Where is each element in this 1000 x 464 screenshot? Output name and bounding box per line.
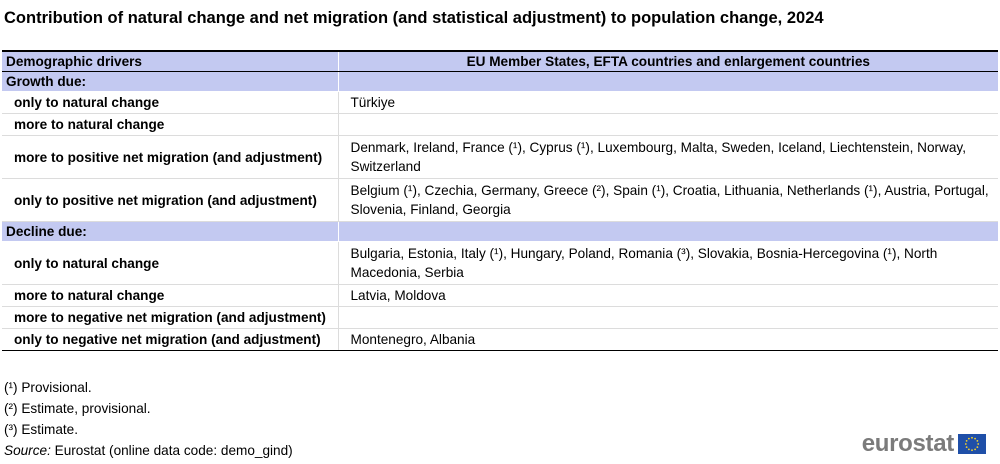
eu-star: [974, 438, 976, 440]
footnotes: [4, 377, 293, 461]
eu-star: [974, 448, 976, 450]
eu-star: [976, 446, 978, 448]
eu-star: [971, 437, 973, 439]
driver-label: only to natural change: [2, 242, 338, 285]
driver-label: more to negative net migration (and adjustment): [2, 307, 338, 329]
driver-label: only to negative net migration (and adjustment): [2, 329, 338, 351]
eu-star: [977, 443, 979, 445]
countries-cell: Latvia, Moldova: [338, 285, 998, 307]
countries-cell: Bulgaria, Estonia, Italy (¹), Hungary, Poland, Romania (³), Slovakia, Bosnia-Hercegovina (¹), North Macedonia, Serbia: [338, 242, 998, 285]
eurostat-logo: [862, 430, 986, 458]
eu-star: [976, 440, 978, 442]
footnote: (³) Estimate.: [4, 422, 79, 437]
source-label: Source:: [4, 443, 51, 458]
eu-star: [965, 443, 967, 445]
driver-label: more to natural change: [2, 285, 338, 307]
eu-star: [968, 448, 970, 450]
source-line: [4, 440, 293, 461]
footnote: (¹) Provisional.: [4, 380, 92, 395]
countries-cell: [338, 114, 998, 136]
section-empty-cell: [338, 72, 998, 92]
table-row: [2, 329, 998, 351]
table-row: [2, 285, 998, 307]
footnote: (²) Estimate, provisional.: [4, 401, 151, 416]
source-text: Eurostat (online data code: demo_gind): [50, 443, 293, 458]
driver-label: more to natural change: [2, 114, 338, 136]
driver-label: only to positive net migration (and adjustment): [2, 179, 338, 222]
eu-star: [971, 449, 973, 451]
section-label: Growth due:: [2, 72, 338, 92]
demographic-drivers-table: [2, 50, 998, 351]
section-header-decline: [2, 222, 998, 242]
section-empty-cell: [338, 222, 998, 242]
countries-cell: Türkiye: [338, 92, 998, 114]
eu-flag-icon: [958, 434, 986, 454]
eu-star: [968, 438, 970, 440]
table-row: [2, 307, 998, 329]
column-header-drivers: Demographic drivers: [2, 51, 338, 72]
table-row: [2, 242, 998, 285]
column-header-countries: EU Member States, EFTA countries and enlargement countries: [338, 51, 998, 72]
section-label: Decline due:: [2, 222, 338, 242]
page-title: Contribution of natural change and net migration (and statistical adjustment) to population change, 2024: [4, 9, 824, 27]
table-header-row: [2, 51, 998, 72]
eu-star: [966, 446, 968, 448]
countries-cell: Montenegro, Albania: [338, 329, 998, 351]
table-row: [2, 114, 998, 136]
driver-label: more to positive net migration (and adjustment): [2, 136, 338, 179]
section-header-growth: [2, 72, 998, 92]
table-row: [2, 136, 998, 179]
eurostat-wordmark: eurostat: [861, 430, 954, 457]
eu-star: [966, 440, 968, 442]
table-row: [2, 179, 998, 222]
countries-cell: Denmark, Ireland, France (¹), Cyprus (¹), Luxembourg, Malta, Sweden, Iceland, Liechtenstein, Norway, Switzerland: [338, 136, 998, 179]
countries-cell: Belgium (¹), Czechia, Germany, Greece (²), Spain (¹), Croatia, Lithuania, Netherlands (¹), Austria, Portugal, Slovenia, Finland, Georgia: [338, 179, 998, 222]
countries-cell: [338, 307, 998, 329]
table-row: [2, 92, 998, 114]
driver-label: only to natural change: [2, 92, 338, 114]
